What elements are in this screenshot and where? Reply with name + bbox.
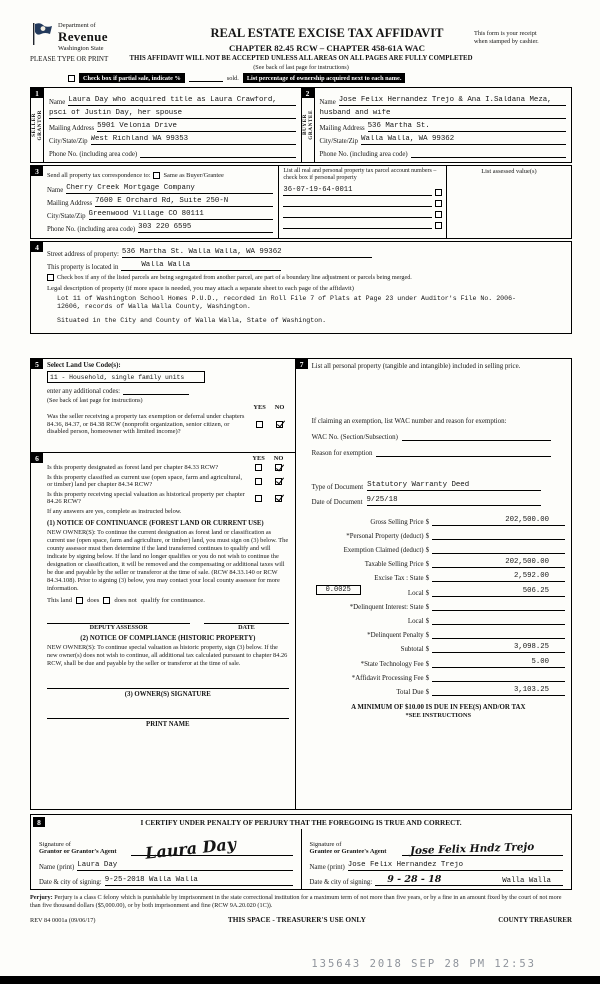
print-name-field[interactable]	[47, 713, 289, 719]
exemption-no-checkbox[interactable]	[276, 421, 283, 428]
perjury-note	[30, 894, 572, 909]
current-use-yes-checkbox[interactable]	[255, 478, 262, 485]
dollar-sign: $	[425, 561, 430, 569]
corr-phone-field[interactable]: 303 220 6595	[138, 223, 273, 233]
deputy-assessor-labels	[47, 624, 289, 631]
partial-sale-checkbox[interactable]	[68, 75, 75, 82]
signature-of-label: Signature of	[309, 840, 342, 848]
warning-text: THIS AFFIDAVIT WILL NOT BE ACCEPTED UNLESS ALL AREAS ON ALL PAGES ARE FULLY COMPLETED	[129, 55, 473, 62]
row-gross-selling-price	[312, 512, 565, 526]
located-in-label: This property is located in	[47, 264, 119, 271]
assessed-values-box	[447, 166, 571, 238]
grantor-signature-block	[31, 829, 301, 889]
seller-csz-label: City/State/Zip	[49, 138, 88, 145]
assessed-values-header: List assessed value(s)	[481, 168, 537, 175]
excise-tax-local-value[interactable]: 506.25	[432, 587, 565, 597]
parcel-number-field[interactable]: 36-07-19-64-0011	[283, 186, 431, 196]
deputy-assessor-label: DEPUTY ASSESSOR	[89, 623, 148, 631]
seller-phone-label: Phone No. (including area code)	[49, 151, 138, 158]
row-personal-property-deduct	[312, 526, 565, 540]
state-technology-fee-value[interactable]: 5.00	[432, 658, 565, 668]
perjury-label: Perjury:	[30, 894, 53, 901]
partial-sale-label: Check box if partial sale, indicate %	[79, 73, 185, 83]
grantee-date-ink: 9 - 28 - 18	[387, 874, 442, 885]
grantor-word: GRANTOR	[37, 109, 43, 141]
row-total-due	[312, 682, 565, 696]
grantee-word: GRANTEE	[307, 110, 314, 140]
row-subtotal	[312, 639, 565, 653]
notice-continuance-title: (1) NOTICE OF CONTINUANCE (FOREST LAND OR CURRENT USE)	[47, 519, 264, 527]
scan-edge-bar	[0, 976, 600, 984]
seller-name-field[interactable]: Laura Day who acquired title as Laura Crawford,	[68, 96, 295, 106]
dollar-sign: $	[425, 547, 430, 555]
receipt-note-line2: when stamped by cashier.	[474, 37, 539, 45]
deputy-assessor-lines	[47, 616, 289, 624]
dollar-sign: $	[425, 674, 430, 682]
seller-csz-field[interactable]: West Richland WA 99353	[91, 135, 296, 145]
current-use-question: Is this property classified as current use (open space, farm and agricultural, or timber) land per chapter 84.34 RCW?	[47, 473, 243, 489]
corr-phone-label: Phone No. (including area code)	[47, 226, 136, 233]
dollar-sign: $	[425, 589, 430, 597]
seller-name-field-line2[interactable]: psci of Justin Day, her spouse	[49, 109, 296, 119]
no-label: NO	[274, 404, 285, 411]
property-section	[30, 241, 572, 334]
section-6-number: 6	[31, 453, 43, 463]
deputy-assessor-signature-field[interactable]	[47, 616, 190, 624]
forest-yes-checkbox[interactable]	[255, 464, 262, 471]
same-as-buyer-checkbox[interactable]	[153, 172, 160, 179]
buyer-phone-label: Phone No. (including area code)	[319, 151, 408, 158]
exemption-note: If claiming an exemption, list WAC number and reason for exemption:	[311, 417, 507, 425]
wac-field[interactable]	[402, 433, 551, 441]
money-label: Local	[407, 618, 424, 625]
buyer-word: BUYER	[301, 114, 308, 136]
personal-property-checkbox-1[interactable]	[435, 189, 442, 196]
grantee-name-print-field[interactable]: Jose Felix Hernandez Trejo	[348, 861, 563, 871]
exemption-question: Was the seller receiving a property tax exemption or deferral under chapters 84.36, 84.37, or 84.38 RCW (nonprofit organization, senior citizen, or disabled person, homeowner with limited income)?	[47, 413, 245, 436]
date-of-document-label: Date of Document	[311, 498, 363, 506]
same-as-buyer-label: Same as Buyer/Grantee	[163, 171, 224, 179]
row-affidavit-processing-fee	[312, 668, 565, 682]
gross-selling-price-value[interactable]: 202,500.00	[432, 516, 565, 526]
grantee-signature-label	[310, 841, 402, 856]
seller-box	[31, 88, 302, 162]
cashier-date-stamp: 135643 2018 SEP 28 PM 12:53	[311, 958, 536, 970]
mid-section	[30, 358, 572, 810]
total-due-value[interactable]: 3,103.25	[432, 686, 565, 696]
certification-section	[30, 814, 572, 890]
no-label: NO	[273, 455, 284, 462]
receipt-note	[474, 22, 572, 53]
certify-statement: I CERTIFY UNDER PENALTY OF PERJURY THAT THE FOREGOING IS TRUE AND CORRECT.	[140, 818, 462, 827]
if-yes-note: If any answers are yes, complete as instructed below.	[47, 507, 182, 515]
legal-description-label: Legal description of property (if more space is needed, you may attach a separate sheet to each page of the affidavit)	[47, 285, 354, 292]
parcel-number-field-4[interactable]	[283, 228, 431, 229]
dor-logo	[30, 22, 180, 53]
street-address-field[interactable]: 536 Martha St. Walla Walla, WA 99362	[122, 248, 372, 258]
buyer-name-field-line2[interactable]: husband and wife	[320, 109, 567, 119]
section-3-number: 3	[31, 166, 43, 176]
parcel-number-field-3[interactable]	[283, 217, 431, 218]
row-delinquent-interest-local	[312, 611, 565, 625]
located-in-field[interactable]: Walla Walla	[121, 261, 281, 271]
perjury-text: Perjury is a class C felony which is punishable by imprisonment in the state correctional institution for a maximum term of not more than five years, or by a fine in an amount fixed by the court of not more than five thousand dollars ($5,000.00), or by both imprisonment and fine (RCW 9A.20.020 (1C)).	[30, 894, 562, 909]
forest-land-question: Is this property designated as forest land per chapter 84.33 RCW?	[47, 464, 219, 471]
grantee-date-city-field[interactable]	[375, 874, 563, 886]
money-label: Gross Selling Price	[370, 518, 424, 526]
section-1-number: 1	[31, 88, 43, 98]
seller-name-label: Name	[49, 99, 66, 106]
sold-label: sold.	[226, 74, 239, 82]
personal-property-note: List all personal property (tangible and intangible) included in selling price.	[311, 363, 521, 370]
see-back-note: (See back of last page for instructions)	[253, 64, 349, 71]
does-not-label: does not	[114, 596, 137, 604]
land-use-code-field[interactable]: 11 - Household, single family units	[47, 371, 205, 383]
money-label: *Personal Property (deduct)	[346, 532, 424, 540]
row-taxable-selling-price	[312, 554, 565, 568]
money-label: *State Technology Fee	[360, 660, 424, 668]
seller-phone-field[interactable]	[140, 157, 295, 158]
personal-property-checkbox-2[interactable]	[435, 200, 442, 207]
owners-signature-field[interactable]	[47, 683, 289, 689]
notice-compliance-title: (2) NOTICE OF COMPLIANCE (HISTORIC PROPERTY)	[80, 634, 256, 642]
money-label: *Affidavit Processing Fee	[351, 674, 424, 682]
owners-signature-label: (3) OWNER(S) SIGNATURE	[124, 690, 211, 698]
ownership-label: List percentage of ownership acquired next to each name.	[243, 73, 406, 83]
row-excise-tax-state	[312, 568, 565, 582]
money-table	[312, 512, 565, 696]
row-delinquent-interest-state	[312, 597, 565, 611]
money-label: Total Due	[396, 688, 424, 696]
buyer-mailing-field[interactable]: 536 Martha St.	[368, 122, 566, 132]
buyer-phone-field[interactable]	[411, 157, 566, 158]
date-of-document-field[interactable]: 9/25/18	[367, 496, 542, 506]
dollar-sign: $	[425, 618, 430, 625]
legal-description-text[interactable]: Lot 11 of Washington School Homes P.U.D., recorded in Roll File 7 of Plats at Page 23 under Auditor's File No. 2006-12606, records of Walla Walla County, Washington.	[57, 295, 516, 310]
wac-label: WAC No. (Section/Subsection)	[311, 433, 398, 441]
print-name-label: PRINT NAME	[146, 720, 190, 728]
grantor-signature-label	[39, 841, 131, 856]
grantee-name-print-label: Name (print)	[309, 864, 345, 871]
does-label: does	[87, 596, 100, 604]
buyer-name-label: Name	[319, 99, 336, 106]
segregated-checkbox[interactable]	[47, 274, 54, 281]
reason-field[interactable]	[376, 449, 551, 457]
please-type-label: PLEASE TYPE OR PRINT	[30, 55, 109, 63]
grantor-name-print-field[interactable]: Laura Day	[77, 861, 292, 871]
partial-sale-percent-field[interactable]	[189, 75, 223, 82]
seller-word: SELLER	[31, 113, 37, 137]
logo-dept: Department of	[58, 22, 96, 29]
land-classification-section	[31, 453, 295, 809]
date-label: DATE	[238, 623, 255, 631]
buyer-csz-field[interactable]: Walla Walla, WA 99362	[361, 135, 566, 145]
parties-section	[30, 87, 572, 163]
situated-text[interactable]: Situated in the City and County of Walla Walla, State of Washington.	[57, 317, 327, 324]
corr-name-field[interactable]: Cherry Creek Mortgage Company	[66, 184, 273, 194]
see-instructions-note: *SEE INSTRUCTIONS	[405, 711, 472, 719]
corr-mailing-field[interactable]: 7600 E Orchard Rd, Suite 250-N	[95, 197, 273, 207]
grantor-date-city-field[interactable]: 9-25-2018 Walla Walla	[105, 876, 293, 886]
section-4-number: 4	[31, 242, 43, 252]
yes-label: YES	[252, 455, 265, 462]
grantor-agent-label: Grantor or Grantor's Agent	[39, 848, 117, 856]
left-column	[31, 359, 296, 809]
grantor-date-city-label: Date & city of signing:	[39, 879, 102, 886]
additional-codes-label: enter any additional codes:	[47, 388, 121, 395]
washington-flag-icon	[30, 22, 54, 46]
row-delinquent-penalty	[312, 625, 565, 639]
receipt-note-line1: This form is your receipt	[474, 30, 537, 37]
section-8-number: 8	[33, 817, 45, 827]
personal-property-checkbox-4[interactable]	[435, 222, 442, 229]
section-2-number: 2	[302, 88, 314, 98]
section-5-number: 5	[31, 359, 43, 369]
dollar-sign: $	[425, 632, 430, 640]
type-of-document-label: Type of Document	[311, 483, 364, 491]
corr-csz-field[interactable]: Greenwood Village CO 80111	[89, 210, 274, 220]
buyer-side-label	[302, 88, 315, 162]
signature-of-label: Signature of	[39, 840, 71, 848]
grantee-signature-ink: Jose Felix Hndz Trejo	[409, 840, 534, 858]
type-of-document-field[interactable]: Statutory Warranty Deed	[367, 481, 541, 491]
forest-no-checkbox[interactable]	[275, 464, 282, 471]
does-checkbox[interactable]	[76, 597, 83, 604]
seller-mailing-label: Mailing Address	[49, 125, 95, 132]
exemption-yes-checkbox[interactable]	[256, 421, 263, 428]
historic-no-checkbox[interactable]	[275, 495, 282, 502]
corr-csz-label: City/State/Zip	[47, 213, 86, 220]
dollar-sign: $	[425, 518, 430, 526]
street-address-label: Street address of property:	[47, 251, 119, 258]
tax-computation-section	[296, 359, 571, 809]
dollar-sign: $	[425, 603, 430, 611]
does-not-checkbox[interactable]	[103, 597, 110, 604]
qualify-label: qualify for continuance.	[140, 596, 205, 604]
title-block	[180, 22, 474, 53]
form-title: REAL ESTATE EXCISE TAX AFFIDAVIT	[210, 26, 444, 40]
warning-line	[30, 55, 572, 62]
excise-tax-state-value[interactable]: 2,592.00	[432, 572, 565, 582]
land-use-title: Select Land Use Code(s):	[47, 362, 121, 369]
money-label: Local	[407, 589, 424, 597]
partial-sale-bar	[68, 73, 572, 83]
see-back-note-2: (See back of last page for instructions)	[47, 397, 143, 404]
notice-continuance-body: NEW OWNER(S): To continue the current designation as forest land or classification as current use (open space, farm and agriculture, or timber) land, you must sign on (3) below. The county assessor must then determine if the land transferred continues to qualify and will indicate by signing below. If the land no longer qualifies or you do not wish to continue the designation or classification, it will be removed and the compensating or additional taxes will be due and payable by the seller or transferor at the time of sale. (RCW 84.33.140 or RCW 84.34.108). Prior to signing (3) below, you may contact your local county assessor for more information.	[47, 528, 289, 592]
dollar-sign: $	[425, 575, 430, 583]
segregated-label: Check box if any of the listed parcels are being segregated from another parcel, are part of a boundary line adjustment or parcels being merged.	[57, 274, 412, 281]
buyer-box	[302, 88, 572, 162]
parcel-number-field-2[interactable]	[283, 206, 431, 207]
subtotal-value[interactable]: 3,098.25	[432, 643, 565, 653]
historic-question: Is this property receiving special valuation as historical property per chapter 84.26 RCW?	[47, 490, 245, 506]
dollar-sign: $	[425, 532, 430, 540]
minimum-fee-note: A MINIMUM OF $10.00 IS DUE IN FEE(S) AND/OR TAX	[351, 703, 526, 711]
this-land-label: This land	[47, 596, 73, 604]
money-label: Subtotal	[400, 646, 424, 654]
yes-no-header-5	[47, 404, 290, 411]
corr-name-label: Name	[47, 187, 64, 194]
historic-yes-checkbox[interactable]	[255, 495, 262, 502]
logo-name: Revenue	[58, 29, 108, 44]
grantor-signature-field[interactable]	[131, 829, 293, 863]
grantee-signature-block	[301, 829, 572, 889]
buyer-csz-label: City/State/Zip	[319, 138, 359, 145]
county-treasurer-label: COUNTY TREASURER	[498, 917, 572, 925]
form-header	[30, 22, 572, 53]
local-rate-field[interactable]: 0.0025	[316, 585, 361, 595]
grantee-agent-label: Grantee or Grantee's Agent	[309, 848, 387, 856]
form-chapter: CHAPTER 82.45 RCW – CHAPTER 458-61A WAC	[229, 43, 425, 53]
money-label: Excise Tax : State	[374, 575, 424, 583]
parcel-header: List all real and personal property tax parcel account numbers – check box if personal property	[283, 168, 437, 181]
money-label: *Delinquent Penalty	[367, 632, 424, 640]
logo-state: Washington State	[58, 45, 104, 52]
money-label: Taxable Selling Price	[364, 561, 424, 569]
money-label: Exemption Claimed (deduct)	[343, 547, 424, 555]
land-use-section	[31, 359, 295, 453]
seller-mailing-field[interactable]: 5901 Velonia Drive	[97, 122, 295, 132]
dollar-sign: $	[425, 688, 430, 696]
grantee-date-city-label: Date & city of signing:	[309, 879, 373, 886]
buyer-mailing-label: Mailing Address	[319, 125, 365, 132]
section-7-number: 7	[296, 359, 308, 369]
footer-row	[30, 915, 572, 924]
buyer-name-field[interactable]: Jose Felix Hernandez Trejo & Ana I.Saldana Meza,	[339, 96, 566, 106]
grantee-city-text: Walla Walla	[502, 877, 551, 885]
reason-label: Reason for exemption	[311, 449, 373, 457]
yes-no-header-6	[47, 455, 289, 462]
send-correspondence-label: Send all property tax correspondence to:	[47, 171, 151, 179]
personal-property-checkbox-3[interactable]	[435, 211, 442, 218]
notice-compliance-body: NEW OWNER(S): To continue special valuation as historic property, sign (3) below. If the new owner(s) does not wish to continue, all additional tax calculated pursuant to chapter 84.26 RCW, shall be due and payable by the seller or transferor at the time of sale.	[47, 643, 288, 667]
money-label: *Delinquent Interest: State	[349, 603, 424, 611]
row-excise-tax-local	[312, 582, 565, 596]
additional-codes-field[interactable]	[123, 394, 189, 395]
dollar-sign: $	[425, 646, 430, 654]
corr-mailing-label: Mailing Address	[47, 200, 93, 207]
rev-number: REV 84 0001a (09/06/17)	[30, 917, 96, 925]
parcel-numbers-box	[279, 166, 446, 238]
current-use-no-checkbox[interactable]	[275, 478, 282, 485]
dollar-sign: $	[425, 660, 430, 668]
deputy-assessor-date-field[interactable]	[204, 616, 288, 624]
land-qualify-row	[47, 597, 289, 604]
tax-correspondence-section	[30, 165, 572, 239]
row-exemption-claimed	[312, 540, 565, 554]
correspondence-box	[31, 166, 279, 238]
yes-label: YES	[253, 404, 266, 411]
seller-side-label	[31, 88, 44, 162]
taxable-selling-price-value[interactable]: 202,500.00	[432, 558, 565, 568]
grantor-name-print-label: Name (print)	[39, 864, 75, 871]
grantee-signature-field[interactable]	[402, 829, 564, 856]
grantor-signature-ink: Laura Day	[144, 834, 237, 863]
row-state-technology-fee	[312, 653, 565, 667]
dor-logo-text	[58, 22, 108, 52]
treasurer-space-label: THIS SPACE - TREASURER'S USE ONLY	[227, 915, 366, 925]
